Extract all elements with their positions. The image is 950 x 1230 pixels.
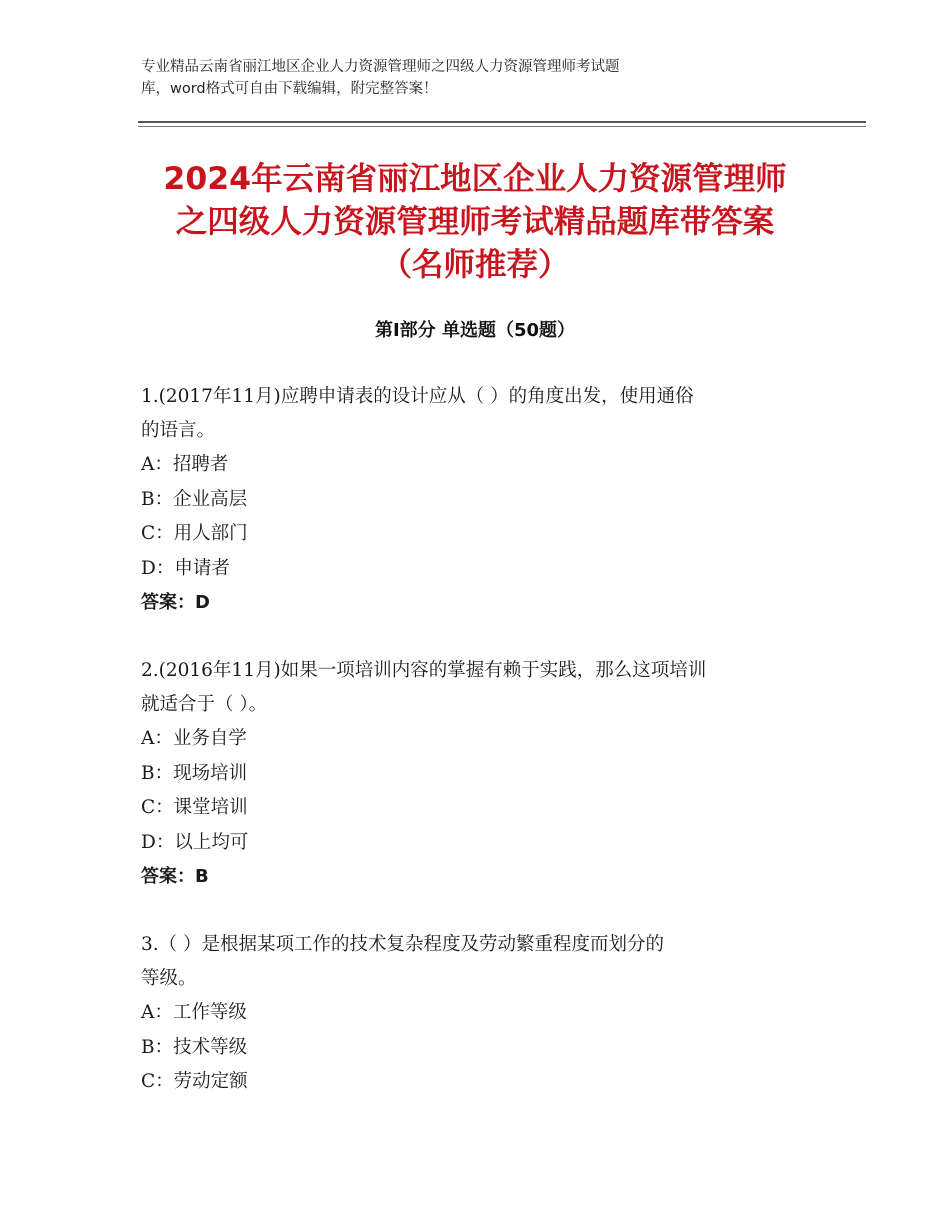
header-note: [141, 56, 781, 100]
section-title: 第Ⅰ部分 单选题（50题）: [374, 320, 575, 341]
question-2: [141, 654, 821, 894]
question-stem: 的语言。: [141, 420, 216, 441]
question-stem: 2.(2016年11月)如果一项培训内容的掌握有赖于实践，那么这项培训: [141, 660, 707, 681]
title-line: 之四级人力资源管理师考试精品题库带答案: [175, 204, 775, 240]
answer: 答案：B: [141, 866, 209, 887]
option-c: C：劳动定额: [141, 1071, 248, 1092]
question-stem: 1.(2017年11月)应聘申请表的设计应从（ ）的角度出发，使用通俗: [141, 386, 694, 407]
option-b: B：企业高层: [141, 488, 248, 510]
option-a: A：招聘者: [141, 454, 229, 475]
header-note-line: 库，word格式可自由下载编辑，附完整答案！: [141, 81, 438, 97]
header-note-line: 专业精品云南省丽江地区企业人力资源管理师之四级人力资源管理师考试题: [141, 59, 620, 75]
question-1: [141, 380, 821, 620]
option-a: A：业务自学: [141, 728, 247, 749]
title-line: （名师推荐）: [380, 247, 570, 283]
question-stem: 就适合于（ ）。: [141, 694, 268, 715]
option-c: C：课堂培训: [141, 797, 248, 818]
question-list: [141, 380, 821, 1134]
question-3: [141, 928, 821, 1100]
option-b: B：技术等级: [141, 1036, 248, 1058]
answer: 答案：D: [141, 592, 210, 613]
header-divider-thick: [138, 121, 866, 123]
option-c: C：用人部门: [141, 523, 248, 544]
option-d: D：以上均可: [141, 831, 249, 853]
title-line: 2024年云南省丽江地区企业人力资源管理师: [163, 161, 787, 197]
option-a: A：工作等级: [141, 1002, 247, 1023]
option-b: B：现场培训: [141, 762, 248, 784]
question-stem: 3.（ ）是根据某项工作的技术复杂程度及劳动繁重程度而划分的: [141, 934, 665, 955]
option-d: D：申请者: [141, 557, 230, 579]
header-divider-thin: [138, 126, 866, 127]
document-title: [120, 158, 830, 287]
question-stem: 等级。: [141, 968, 197, 989]
